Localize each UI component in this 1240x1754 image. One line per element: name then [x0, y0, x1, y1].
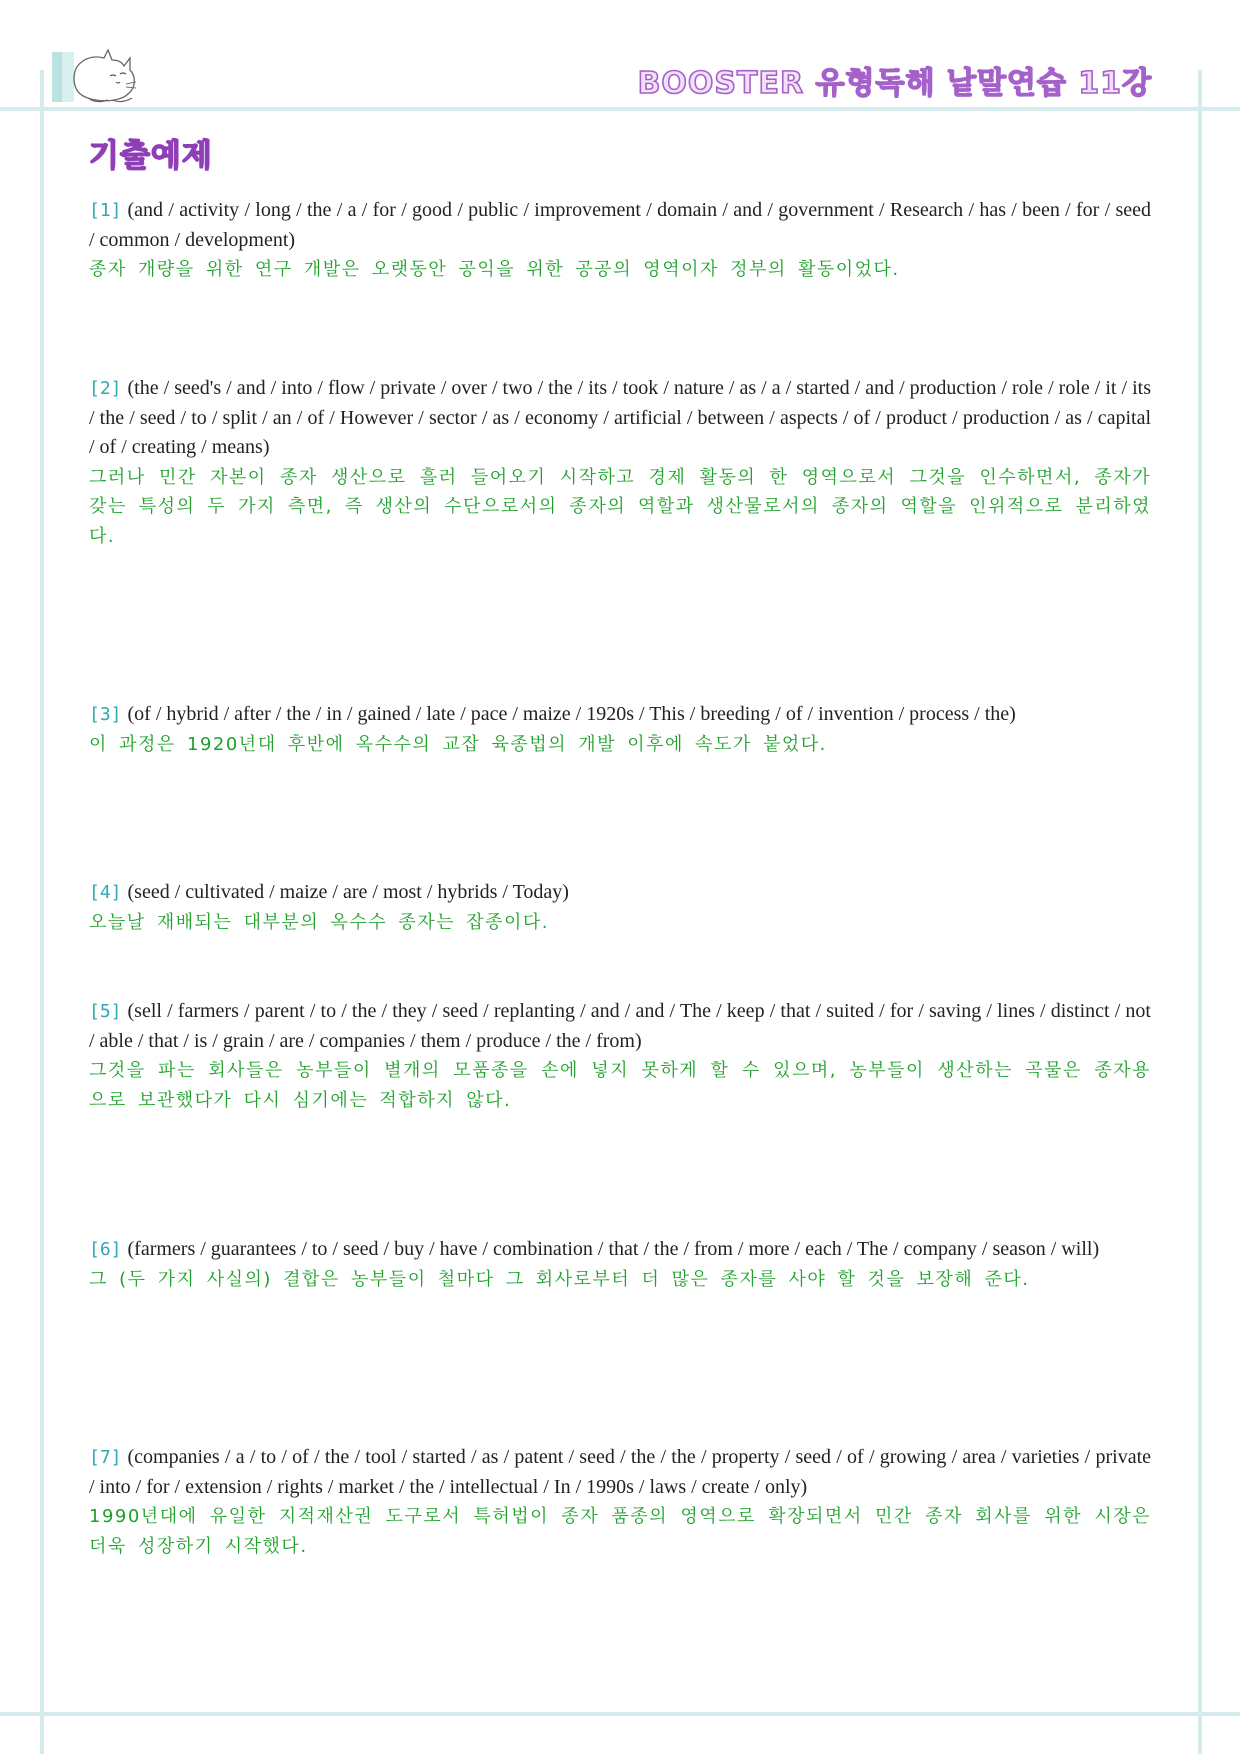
- frame-left-line: [40, 70, 44, 1754]
- item-number: [4]: [89, 882, 122, 903]
- english-words: (the / seed's / and / into / flow / private / over / two / the / its / took / nature / as / a / started / and / production / role / role / it / its / the / seed / to / split / an / of / However / sector / as / economy / artificial / between / aspects / of / product / production / as / capital / of / creating / means): [89, 377, 1151, 458]
- item-number: [5]: [89, 1001, 122, 1022]
- english-scramble: [89, 374, 1151, 463]
- item-number: [2]: [89, 378, 122, 399]
- english-scramble: [89, 997, 1151, 1056]
- frame-bottom-line: [0, 1712, 1240, 1716]
- english-words: (farmers / guarantees / to / seed / buy / have / combination / that / the / from / more / each / The / company / season / will): [127, 1238, 1100, 1260]
- korean-translation: 그러나 민간 자본이 종자 생산으로 흘러 들어오기 시작하고 경제 활동의 한 영역으로서 그것을 인수하면서, 종자가 갖는 특성의 두 가지 측면, 즉 생산의 수단으로서의 종자의 역할과 생산물로서의 종자의 역할을 인위적으로 분리하였다.: [89, 466, 1151, 547]
- item-number: [6]: [89, 1239, 122, 1260]
- exercise-item-6: [89, 1235, 1151, 1294]
- korean-translation: 그 (두 가지 사실의) 결합은 농부들이 철마다 그 회사로부터 더 많은 종자를 사야 할 것을 보장해 준다.: [89, 1268, 1030, 1290]
- english-words: (seed / cultivated / maize / are / most / hybrids / Today): [127, 881, 569, 903]
- frame-top-line: [0, 107, 1240, 111]
- english-words: (sell / farmers / parent / to / the / they / seed / replanting / and / and / The / keep / that / suited / for / saving / lines / distinct / not / able / that / is / grain / are / companies / them / produce / the / from): [89, 1000, 1151, 1052]
- english-scramble: [89, 878, 1151, 908]
- item-number: [7]: [89, 1447, 122, 1468]
- page-header-title: BOOSTER 유형독해 낱말연습 11강: [637, 66, 1152, 101]
- item-number: [1]: [89, 200, 122, 221]
- english-scramble: [89, 1235, 1151, 1265]
- english-words: (companies / a / to / of / the / tool / started / as / patent / seed / the / the / property / seed / of / growing / area / varieties / private / into / for / extension / rights / market / the / intellectual / In / 1990s / laws / create / only): [89, 1446, 1151, 1498]
- section-title: 기출예제: [89, 138, 213, 174]
- exercise-item-4: [89, 878, 1151, 937]
- english-scramble: [89, 700, 1151, 730]
- korean-translation: 오늘날 재배되는 대부분의 옥수수 종자는 잡종이다.: [89, 911, 549, 933]
- exercise-item-2: [89, 374, 1151, 551]
- english-words: (of / hybrid / after / the / in / gained / late / pace / maize / 1920s / This / breeding / of / invention / process / the): [127, 703, 1016, 725]
- english-scramble: [89, 196, 1151, 255]
- exercise-item-5: [89, 997, 1151, 1115]
- exercise-item-3: [89, 700, 1151, 759]
- korean-translation: 이 과정은 1920년대 후반에 옥수수의 교잡 육종법의 개발 이후에 속도가 붙었다.: [89, 733, 827, 755]
- frame-right-line: [1198, 70, 1202, 1754]
- english-words: (and / activity / long / the / a / for / good / public / improvement / domain / and / government / Research / has / been / for / seed / common / development): [89, 199, 1151, 251]
- korean-translation: 1990년대에 유일한 지적재산권 도구로서 특허법이 종자 품종의 영역으로 확장되면서 민간 종자 회사를 위한 시장은 더욱 성장하기 시작했다.: [89, 1506, 1151, 1557]
- english-scramble: [89, 1443, 1151, 1502]
- korean-translation: 그것을 파는 회사들은 농부들이 별개의 모품종을 손에 넣지 못하게 할 수 있으며, 농부들이 생산하는 곡물은 종자용으로 보관했다가 다시 심기에는 적합하지 않다.: [89, 1060, 1151, 1111]
- item-number: [3]: [89, 704, 122, 725]
- cat-logo-icon: [52, 48, 144, 106]
- korean-translation: 종자 개량을 위한 연구 개발은 오랫동안 공익을 위한 공공의 영역이자 정부의 활동이었다.: [89, 259, 900, 280]
- exercise-item-7: [89, 1443, 1151, 1561]
- exercise-item-1: [89, 196, 1151, 285]
